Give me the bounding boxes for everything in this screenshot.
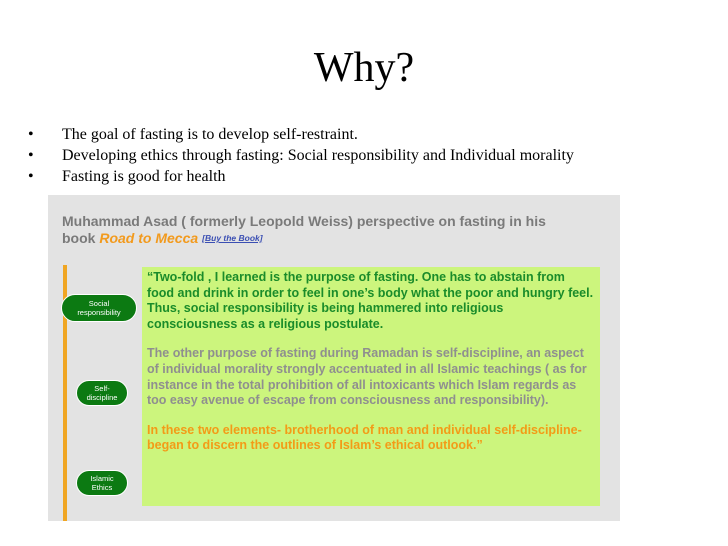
panel-heading-text: Muhammad Asad ( formerly Leopold Weiss) perspective on fasting in his [62,213,546,229]
node-label: responsibility [77,308,121,317]
panel-heading-prefix: book [62,230,100,246]
panel-heading [62,213,602,247]
quote-box [142,267,600,506]
node-label: discipline [86,393,118,402]
node-label: Social [88,299,110,308]
node-self-discipline [76,380,128,406]
asad-perspective-panel [48,195,620,521]
node-social-responsibility [61,294,137,322]
buy-book-link[interactable]: [Buy the Book] [202,233,263,243]
node-label: Ethics [91,483,113,492]
bullet-list [28,124,574,187]
book-title: Road to Mecca [99,230,199,246]
slide-title: Why? [313,45,415,91]
bullet-item: • The goal of fasting is to develop self-restraint. [28,124,574,145]
node-label: Islamic [90,474,114,483]
bullet-item: • Developing ethics through fasting: Social responsibility and Individual morality [28,145,574,166]
quote-paragraph-discipline: The other purpose of fasting during Ramadan is self-discipline, an aspect of individual morality strongly accentuated in all Islamic teachings ( as for instance in the total prohibition of all intoxicants which Islam regards as too easy avenue of escape from consciousness and responsibility). [147,346,587,408]
node-islamic-ethics [76,470,128,496]
bullet-item: • Fasting is good for health [28,166,574,187]
quote-paragraph-social: “Two-fold , I learned is the purpose of fasting. One has to abstain from food and drink in order to feel in one’s body what the poor and hungry feel. Thus, social responsibility is being hammered into religious consciousness as a religious postulate. [147,270,594,331]
node-label: Self- [94,384,110,393]
quote-paragraph-ethics: In these two elements- brotherhood of man and individual self-discipline-began to discern the outlines of Islam’s ethical outlook.” [147,422,582,453]
